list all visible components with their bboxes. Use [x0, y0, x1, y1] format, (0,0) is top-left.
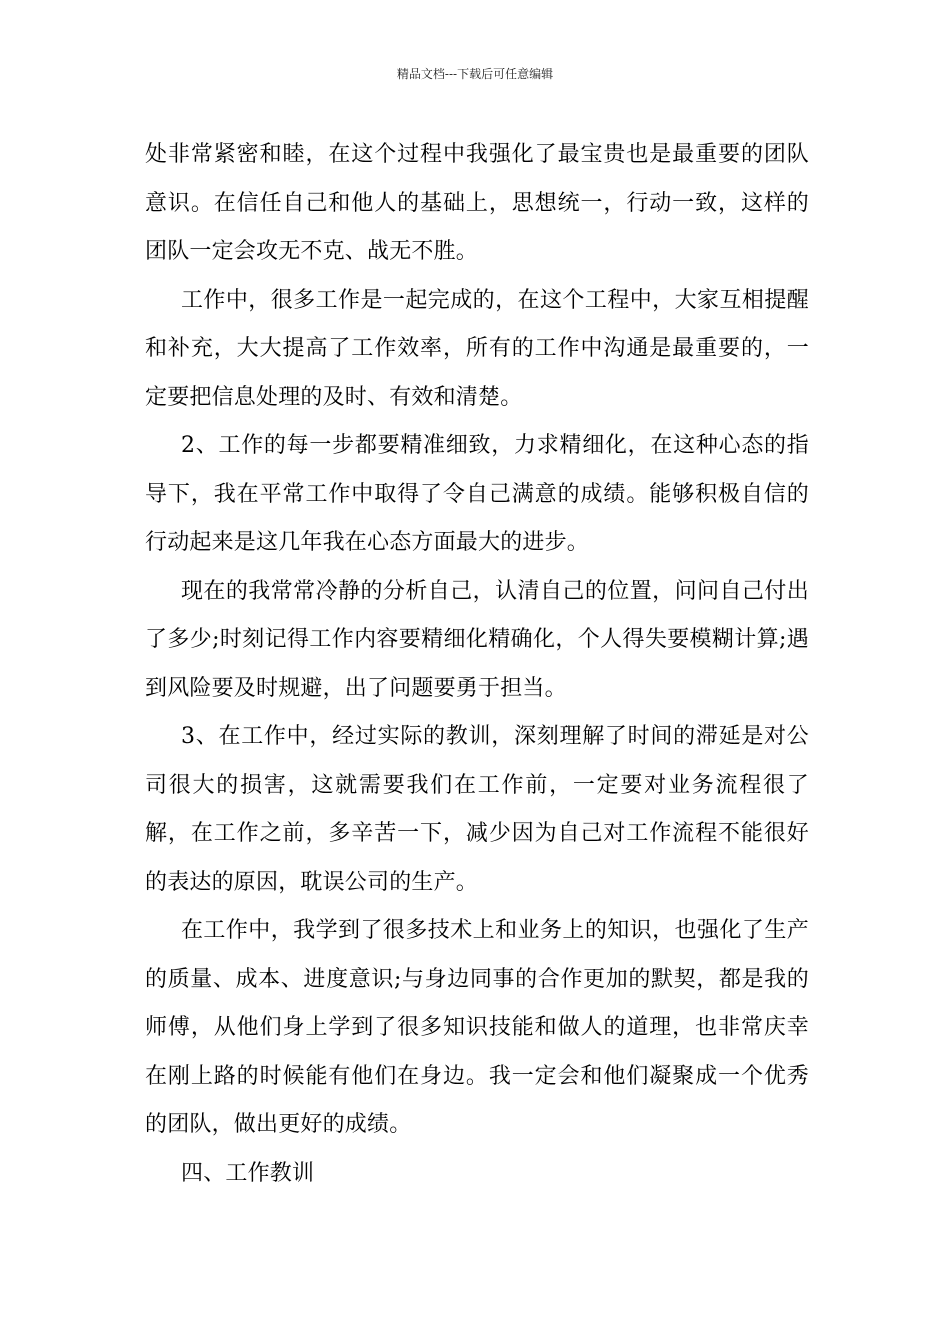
- document-body: [145, 131, 809, 1198]
- paragraph-1: 处非常紧密和睦，在这个过程中我强化了最宝贵也是最重要的团队意识。在信任自己和他人的基础上，思想统一，行动一致，这样的团队一定会攻无不克、战无不胜。: [145, 142, 809, 264]
- page-header: 精品文档---下载后可任意编辑: [396, 67, 554, 81]
- paragraph-3: 2、工作的每一步都要精准细致，力求精细化，在这种心态的指导下，我在平常工作中取得了令自己满意的成绩。能够积极自信的行动起来是这几年我在心态方面最大的进步。: [145, 433, 809, 555]
- section-heading: 四、工作教训: [181, 1160, 315, 1186]
- paragraph-5: 3、在工作中，经过实际的教训，深刻理解了时间的滞延是对公司很大的损害，这就需要我们在工作前，一定要对业务流程很了解，在工作之前，多辛苦一下，减少因为自己对工作流程不能很好的表达的原因，耽误公司的生产。: [145, 724, 809, 895]
- paragraph-6: 在工作中，我学到了很多技术上和业务上的知识，也强化了生产的质量、成本、进度意识;与身边同事的合作更加的默契，都是我的师傅，从他们身上学到了很多知识技能和做人的道理，也非常庆幸在刚上路的时候能有他们在身边。我一定会和他们凝聚成一个优秀的团队，做出更好的成绩。: [145, 918, 809, 1137]
- paragraph-2: 工作中，很多工作是一起完成的，在这个工程中，大家互相提醒和补充，大大提高了工作效率，所有的工作中沟通是最重要的，一定要把信息处理的及时、有效和清楚。: [145, 287, 809, 410]
- paragraph-4: 现在的我常常冷静的分析自己，认清自己的位置，问问自己付出了多少;时刻记得工作内容要精细化精确化，个人得失要模糊计算;遇到风险要及时规避，出了问题要勇于担当。: [145, 578, 809, 701]
